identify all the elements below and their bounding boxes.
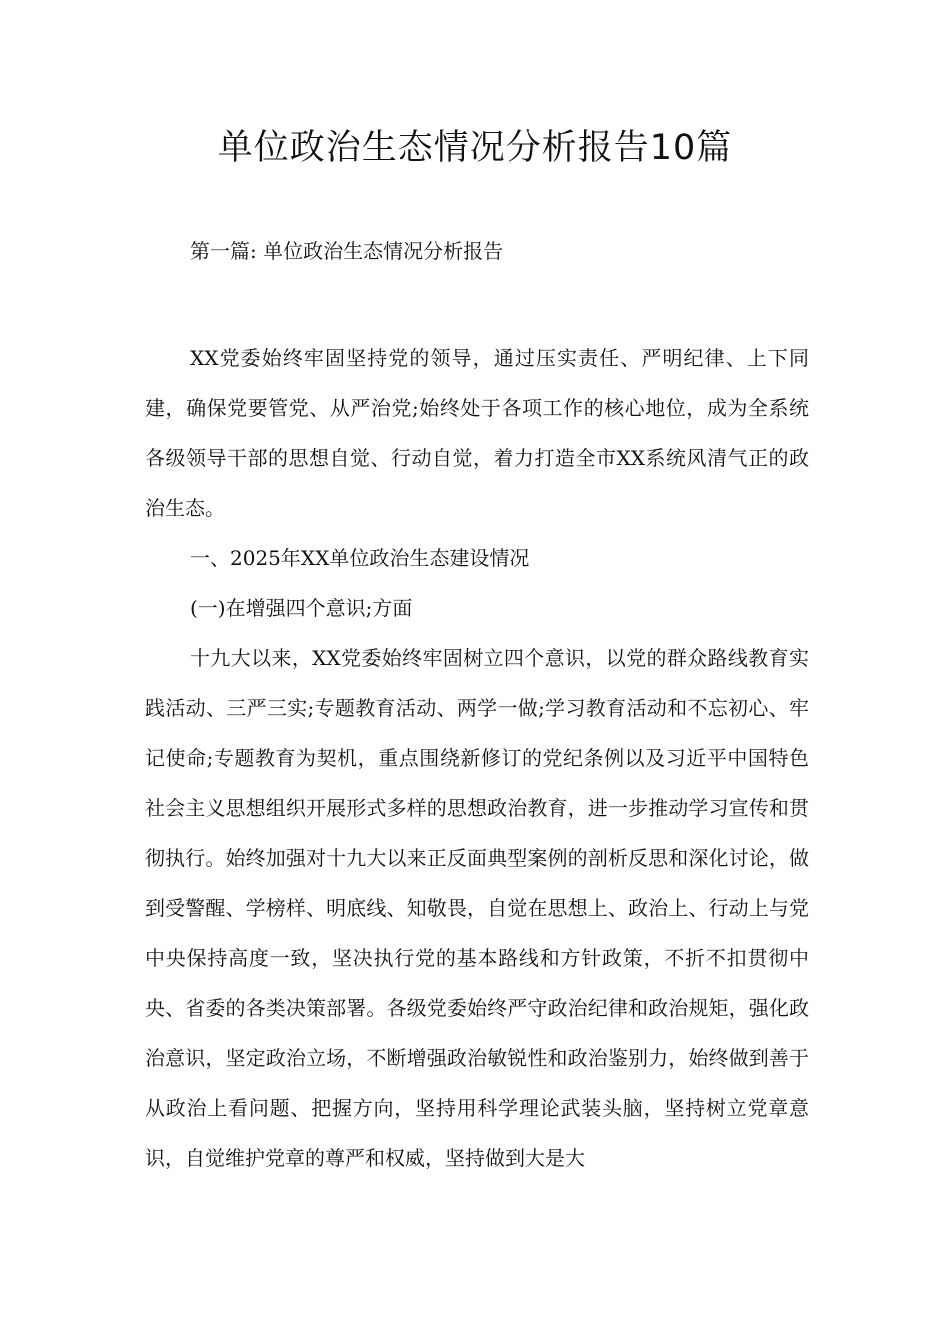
section-heading: 第一篇: 单位政治生态情况分析报告	[190, 239, 504, 263]
paragraph-heading-1: 一、2025年XX单位政治生态建设情况	[190, 546, 530, 570]
paragraph-subheading-1: (一)在增强四个意识;方面	[190, 596, 413, 620]
paragraph-intro: XX党委始终牢固坚持党的领导，通过压实责任、严明纪律、上下同建，确保党要管党、从严治党;始终处于各项工作的核心地位，成为全系统各级领导干部的思想自觉、行动自觉，着力打造全市XX系统风清气正的政治生态。	[145, 346, 809, 520]
document-title: 单位政治生态情况分析报告10篇	[217, 128, 733, 168]
document-body	[145, 333, 809, 1183]
paragraph-body-1: 十九大以来，XX党委始终牢固树立四个意识，以党的群众路线教育实践活动、三严三实;专题教育活动、两学一做;学习教育活动和不忘初心、牢记使命;专题教育为契机，重点围绕新修订的党纪条例以及习近平中国特色社会主义思想组织开展形式多样的思想政治教育，进一步推动学习宣传和贯彻执行。始终加强对十九大以来正反面典型案例的剖析反思和深化讨论，做到受警醒、学榜样、明底线、知敬畏，自觉在思想上、政治上、行动上与党中央保持高度一致，坚决执行党的基本路线和方针政策，不折不扣贯彻中央、省委的各类决策部署。各级党委始终严守政治纪律和政治规矩，强化政治意识，坚定政治立场，不断增强政治敏锐性和政治鉴别力，始终做到善于从政治上看问题、把握方向，坚持用科学理论武装头脑，坚持树立党章意识，自觉维护党章的尊严和权威，坚持做到大是大	[145, 646, 809, 1170]
